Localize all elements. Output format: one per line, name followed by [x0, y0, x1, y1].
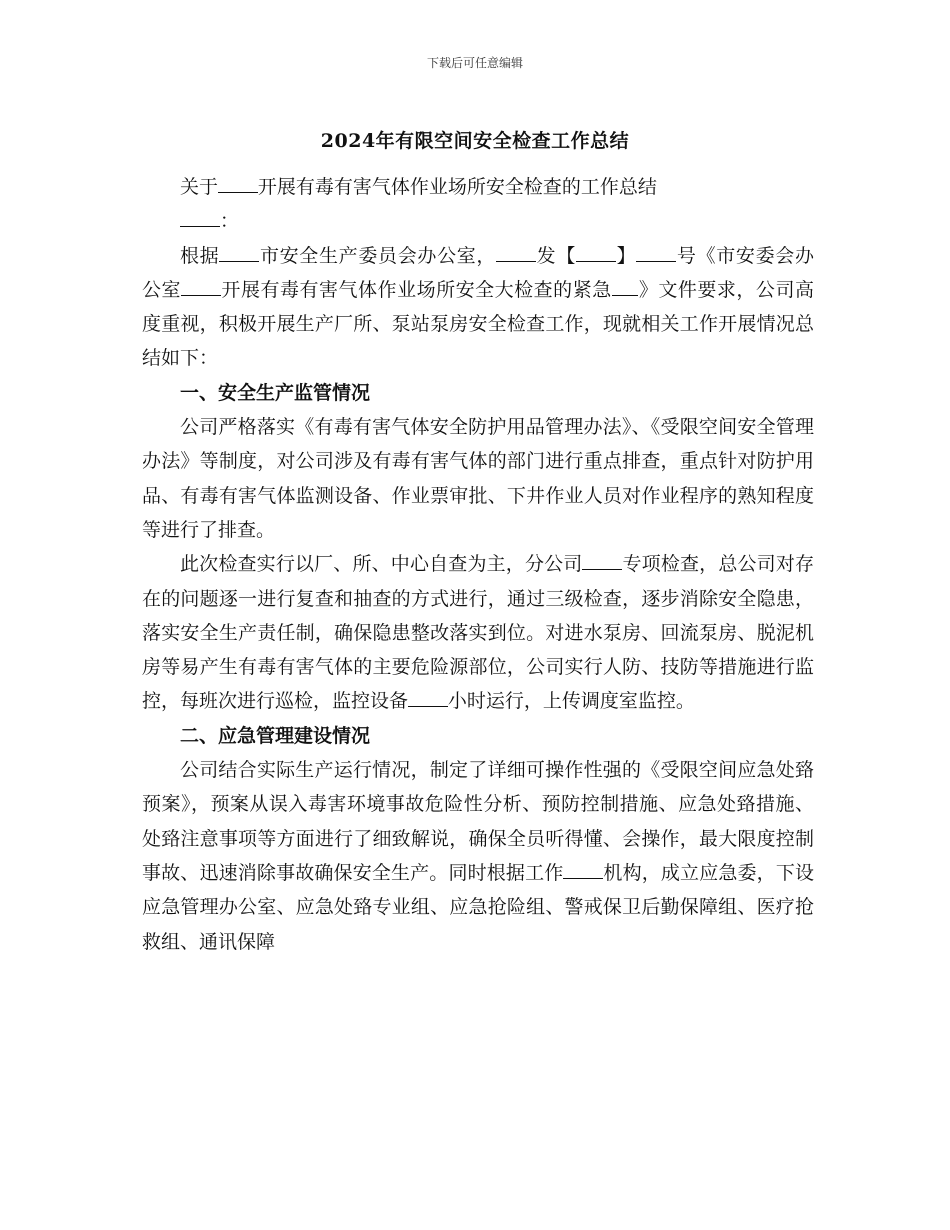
paragraph-text: 小时运行，上传调度室监控。: [447, 690, 695, 713]
paragraph-text: 发【: [536, 244, 577, 267]
body-paragraph: [142, 204, 814, 238]
fill-in-blank: [408, 689, 448, 707]
fill-in-blank: [181, 278, 221, 296]
fill-in-blank: [576, 244, 616, 262]
section-heading: [142, 376, 814, 410]
fill-in-blank: [563, 861, 603, 879]
header-note: 下载后可任意编辑: [426, 56, 523, 70]
paragraph-text: 》文件要求，公司高度重视，积极开展生产厂所、泵站泵房安全检查工作，现就相关工作开展情况总结如下：: [142, 278, 814, 370]
document-title: 2024年有限空间安全检查工作总结: [320, 130, 630, 152]
paragraph-text: 专项检查，总公司对存在的问题逐一进行复查和抽查的方式进行，通过三级检查，逐步消除安全隐患，落实安全生产责任制，确保隐患整改落实到位。对进水泵房、回流泵房、脱泥机房等易产生有毒有害气体的主要危险源部位，公司实行人防、技防等措施进行监控，每班次进行巡检，监控设备: [142, 553, 814, 713]
body-paragraph: [142, 547, 814, 718]
paragraph-text: 公司严格落实《有毒有害气体安全防护用品管理办法》、《受限空间安全管理办法》等制度，对公司涉及有毒有害气体的部门进行重点排查，重点针对防护用品、有毒有害气体监测设备、作业票审批、下井作业人员对作业程序的熟知程度等进行了排查。: [142, 416, 814, 541]
fill-in-blank: [496, 244, 536, 262]
paragraph-text: 开展有毒有害气体作业场所安全大检查的紧急: [220, 278, 612, 301]
paragraph-text: 公司结合实际生产运行情况，制定了详细可操作性强的《受限空间应急处臵预案》，预案从误入毒害环境事故危险性分析、预防控制措施、应急处臵措施、处臵注意事项等方面进行了细致解说，确保全员听得懂、会操作，最大限度控制事故、迅速消除事故确保安全生产。同时根据工作: [142, 759, 814, 884]
fill-in-blank: [180, 209, 220, 227]
body-paragraph: [142, 170, 814, 204]
paragraph-text: 开展有毒有害气体作业场所安全检查的工作总结: [257, 176, 657, 198]
paragraph-text: 此次检查实行以厂、所、中心自查为主，分公司: [180, 553, 583, 576]
fill-in-blank: [582, 552, 622, 570]
fill-in-blank: [612, 278, 639, 296]
paragraph-text: 机构，成立应急委，下设应急管理办公室、应急处臵专业组、应急抢险组、警戒保卫后勤保障组、医疗抢救组、通讯保障: [142, 861, 814, 953]
section-heading: [142, 719, 814, 753]
fill-in-blank: [219, 244, 259, 262]
paragraph-text: 关于: [180, 176, 219, 198]
paragraph-text: 号《市安委会办公室: [142, 244, 814, 301]
paragraph-text: 根据: [180, 244, 220, 267]
paragraph-text: 二、应急管理建设情况: [180, 724, 371, 747]
paragraph-text: 一、安全生产监管情况: [180, 381, 371, 404]
paragraph-text: 】: [615, 244, 637, 267]
body-paragraph: [142, 410, 814, 547]
body-paragraph: [142, 239, 814, 376]
document-body: [142, 170, 814, 959]
body-paragraph: [142, 753, 814, 959]
fill-in-blank: [218, 175, 258, 193]
paragraph-text: ：: [219, 210, 239, 233]
paragraph-text: 市安全生产委员会办公室，: [259, 244, 497, 267]
fill-in-blank: [636, 244, 676, 262]
